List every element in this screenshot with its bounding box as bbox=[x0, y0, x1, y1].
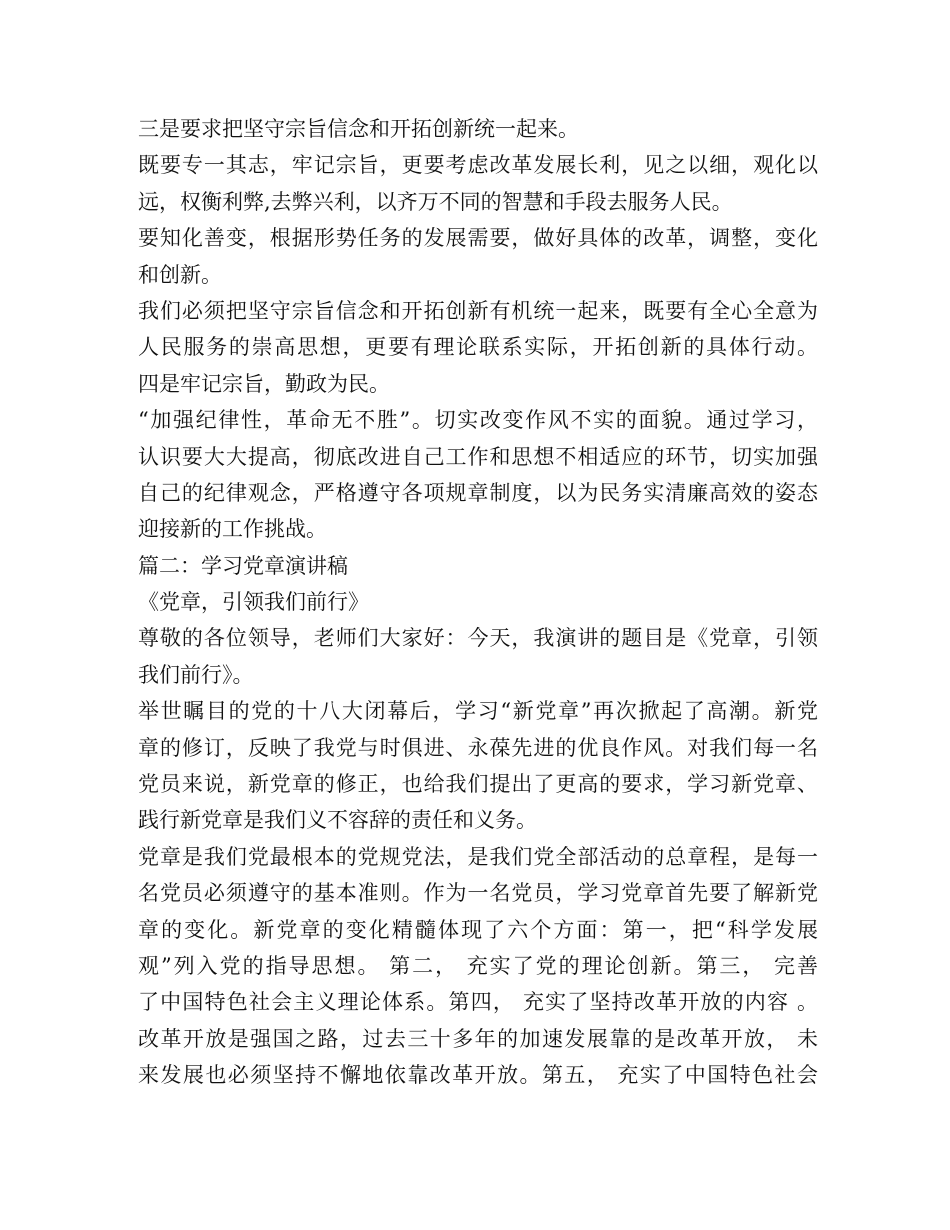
text-line: 举世瞩目的党的十八大闭幕后，学习“新党章”再次掀起了高潮。新党 bbox=[138, 699, 818, 724]
text-line: 我们前行》。 bbox=[138, 662, 254, 687]
text-line: 改革开放是强国之路，过去三十多年的加速发展靠的是改革开放， 未 bbox=[138, 1026, 818, 1051]
text-line: “加强纪律性，革命无不胜”。切实改变作风不实的面貌。通过学习， bbox=[138, 408, 818, 433]
text-line: 观”列入党的指导思想。 第二， 充实了党的理论创新。第三， 完善 bbox=[138, 953, 818, 978]
text-line: 自己的纪律观念，严格遵守各项规章制度，以为民务实清廉高效的姿态 bbox=[138, 480, 818, 505]
text-line: 和创新。 bbox=[138, 262, 222, 287]
text-line: 迎接新的工作挑战。 bbox=[138, 517, 327, 542]
section-heading: 篇二：学习党章演讲稿 bbox=[138, 553, 348, 578]
speech-title: 《党章，引领我们前行》 bbox=[138, 590, 369, 615]
text-line: 要知化善变，根据形势任务的发展需要，做好具体的改革，调整，变化 bbox=[138, 226, 818, 251]
text-line: 党员来说，新党章的修正，也给我们提出了更高的要求，学习新党章、 bbox=[138, 772, 818, 797]
text-line: 章的修订，反映了我党与时俱进、永葆先进的优良作风。对我们每一名 bbox=[138, 735, 818, 760]
text-line: 认识要大大提高，彻底改进自己工作和思想不相适应的环节，切实加强 bbox=[138, 444, 818, 469]
text-line: 四是牢记宗旨，勤政为民。 bbox=[138, 371, 390, 396]
text-line: 三是要求把坚守宗旨信念和开拓创新统一起来。 bbox=[138, 117, 579, 141]
text-line: 尊敬的各位领导，老师们大家好：今天，我演讲的题目是《党章，引领 bbox=[138, 626, 818, 651]
text-line: 我们必须把坚守宗旨信念和开拓创新有机统一起来，既要有全心全意为 bbox=[138, 298, 818, 323]
text-line: 名党员必须遵守的基本准则。作为一名党员，学习党章首先要了解新党 bbox=[138, 881, 818, 906]
text-line: 既要专一其志，牢记宗旨，更要考虑改革发展长利，见之以细，观化以 bbox=[138, 153, 818, 178]
text-line: 来发展也必须坚持不懈地依靠改革开放。第五， 充实了中国特色社会 bbox=[138, 1063, 818, 1088]
document-body bbox=[138, 111, 818, 1094]
text-line: 远，权衡利弊,去弊兴利，以齐万不同的智慧和手段去服务人民。 bbox=[138, 189, 733, 214]
text-line: 党章是我们党最根本的党规党法，是我们党全部活动的总章程，是每一 bbox=[138, 844, 818, 869]
text-line: 了中国特色社会主义理论体系。第四， 充实了坚持改革开放的内容 。 bbox=[138, 990, 818, 1015]
text-line: 章的变化。新党章的变化精髓体现了六个方面：第一，把“科学发展 bbox=[138, 917, 818, 942]
text-line: 践行新党章是我们义不容辞的责任和义务。 bbox=[138, 808, 537, 833]
text-line: 人民服务的崇高思想，更要有理论联系实际，开拓创新的具体行动。 bbox=[138, 335, 818, 360]
